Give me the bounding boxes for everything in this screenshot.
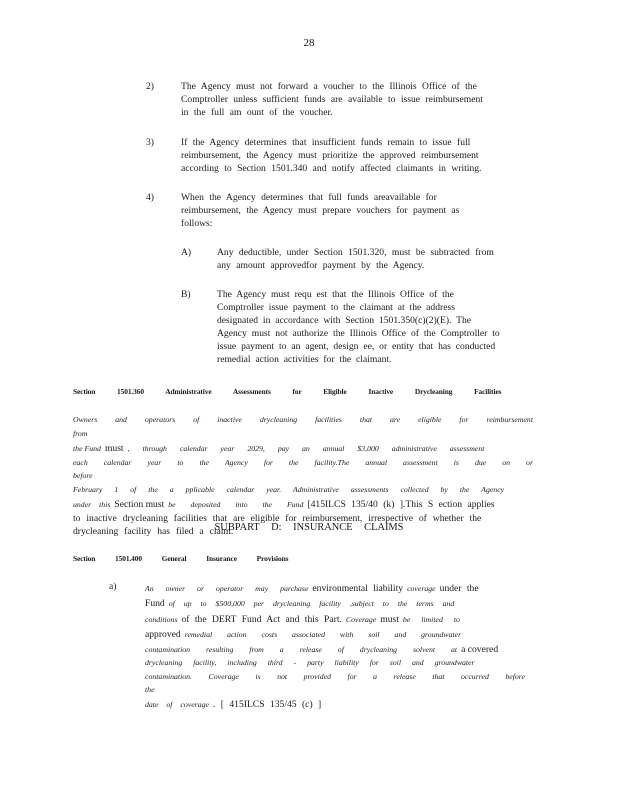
subsection-label: a) bbox=[109, 581, 117, 592]
subitem-letter: A) bbox=[181, 247, 192, 258]
paragraph-line bbox=[73, 496, 533, 512]
text-run: environmental liability bbox=[312, 583, 404, 594]
item-line: If the Agency determines that insufficient funds remain to issue full bbox=[181, 137, 471, 148]
item-line: When the Agency determines that full funds areavailable for bbox=[181, 192, 437, 203]
paragraph-line bbox=[73, 440, 533, 456]
subpart-title: SUBPART D: INSURANCE CLAIMS bbox=[214, 522, 404, 533]
text-run: under this bbox=[73, 500, 111, 509]
section-paragraph bbox=[145, 580, 525, 712]
text-run: date of coverage bbox=[145, 700, 209, 710]
item-line: Comptroller unless sufficient funds are available to issue reimbursement bbox=[181, 94, 483, 105]
text-run: coverage bbox=[407, 584, 436, 593]
text-run: An owner or operator may purchase bbox=[145, 584, 309, 593]
list-item bbox=[181, 80, 526, 119]
list-item bbox=[181, 191, 526, 230]
paragraph-line: to inactive drycleaning facilities that are eligible for reimbursement, irrespective of whether the bbox=[73, 512, 482, 524]
text-run: a covered bbox=[461, 644, 499, 656]
section-heading: Section 1501.400 General Insurance Provisions bbox=[73, 554, 289, 563]
text-run: under the bbox=[439, 583, 479, 594]
item-line: Agency must not authorize the Illinois Office of the Comptroller to bbox=[217, 328, 500, 339]
paragraph-line: February 1 of the a pplicable calendar year. Administrative assessments collected by the Agency bbox=[73, 484, 505, 494]
paragraph-line: contamination. Coverage is not provided for a release that occurred before the bbox=[145, 671, 525, 695]
text-run: Section must bbox=[114, 499, 165, 510]
page-number: 28 bbox=[303, 37, 315, 49]
text-run: be deposited into the Fund bbox=[168, 500, 304, 509]
item-line: according to Section 1501.340 and notify affected claimants in writing. bbox=[181, 163, 482, 174]
item-line: in the full am ount of the voucher. bbox=[181, 107, 333, 118]
section-heading: Section 1501.360 Administrative Assessments for Eligible Inactive Drycleaning Facilities bbox=[73, 387, 502, 396]
item-line: The Agency must requ est that the Illinois Office of the bbox=[217, 289, 454, 300]
item-line: reimbursement, the Agency must prepare vouchers for payment as bbox=[181, 205, 460, 216]
paragraph-line bbox=[145, 696, 525, 711]
text-run: Coverage bbox=[345, 614, 377, 624]
item-line: any amount approvedfor payment by the Agency. bbox=[217, 260, 425, 271]
paragraph-line bbox=[145, 595, 525, 610]
text-run: approved bbox=[145, 628, 181, 640]
paragraph-line bbox=[145, 641, 525, 656]
text-run: , through calendar year 2029, pay an annual $3,000 administrative assessment bbox=[127, 444, 485, 453]
subitem-letter: B) bbox=[181, 289, 191, 300]
paragraph-line: each calendar year to the Agency for the facility.The annual assessment is due on or before bbox=[73, 457, 533, 480]
text-run: must bbox=[380, 613, 399, 625]
paragraph-line bbox=[145, 626, 525, 641]
item-line: issue payment to an agent, design ee, or entity that has conducted bbox=[217, 341, 496, 352]
text-run: must bbox=[104, 443, 124, 454]
paragraph-line bbox=[145, 611, 525, 626]
text-run: contamination resulting from a release of drycleaning solvent at bbox=[145, 645, 458, 655]
item-line: The Agency must not forward a voucher to the Illinois Office of the bbox=[181, 81, 477, 92]
paragraph-line: Owners and operators of inactive drycleaning facilities that are eligible for reimbursement from bbox=[73, 415, 533, 438]
text-run: the Fund bbox=[73, 444, 101, 453]
text-run: conditions bbox=[145, 614, 178, 624]
item-number: 3) bbox=[146, 137, 154, 148]
item-line: Comptroller issue payment to the claimant at the address bbox=[217, 302, 455, 313]
paragraph-line: drycleaning facility, including third - party liability for soil and groundwater bbox=[145, 658, 475, 668]
text-run: of up to $500,000 per drycleaning facility ,subject to the terms and bbox=[168, 599, 455, 609]
item-number: 2) bbox=[146, 81, 154, 92]
item-line: remedial action activities for the claimant. bbox=[217, 354, 392, 365]
text-run: [415ILCS 135/40 (k) ].This S ection applies bbox=[307, 499, 495, 510]
text-run: be limited to bbox=[402, 614, 460, 624]
list-item bbox=[181, 136, 526, 175]
item-line: reimbursement, the Agency must prioritize the approved reimbursement bbox=[181, 150, 479, 161]
item-line: Any deductible, under Section 1501.320, must be subtracted from bbox=[217, 247, 494, 258]
paragraph-line bbox=[145, 580, 525, 595]
list-item bbox=[217, 246, 537, 272]
item-line: designated in accordance with Section 1501.350(c)(2)(E). The bbox=[217, 315, 472, 326]
item-line: follows: bbox=[181, 218, 213, 229]
section-paragraph bbox=[73, 413, 533, 539]
text-run: Fund bbox=[145, 598, 165, 610]
list-item bbox=[217, 288, 547, 366]
text-run: remedial action costs associated with soil and groundwater bbox=[184, 629, 462, 639]
item-number: 4) bbox=[146, 192, 154, 203]
text-run: . [ 415ILCS 135/45 (c) ] bbox=[212, 699, 322, 711]
paragraph-line: drycleaning facility has filed a claim. bbox=[73, 526, 234, 537]
text-run: of the DERT Fund Act and this Part. bbox=[181, 613, 342, 625]
